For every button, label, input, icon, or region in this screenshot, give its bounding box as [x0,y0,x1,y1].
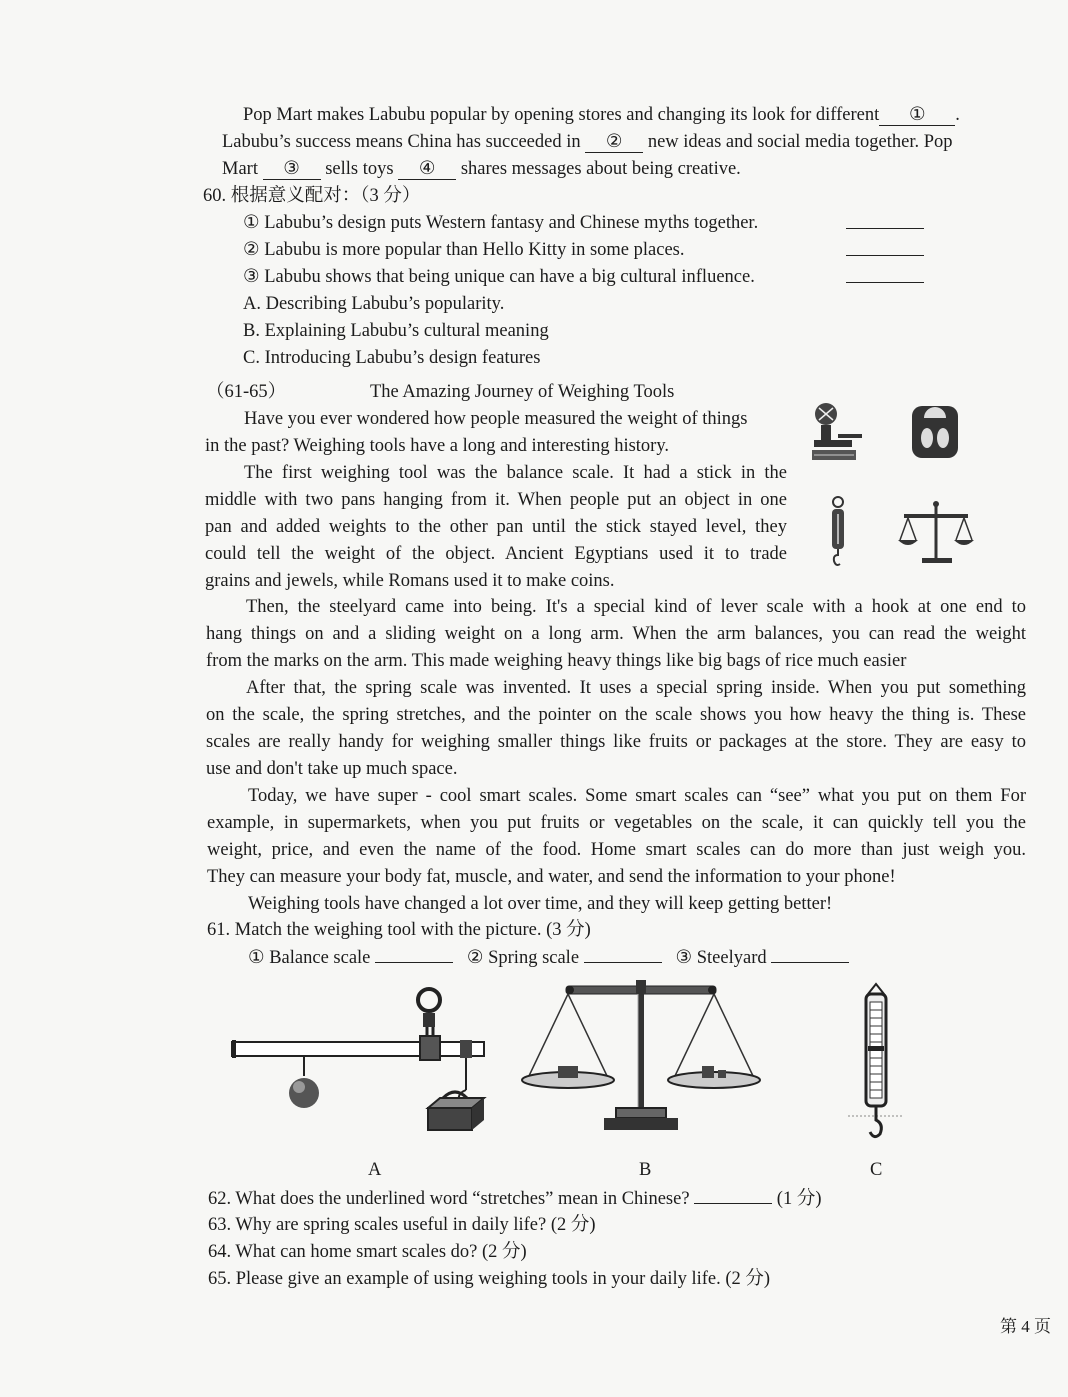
summary-line-2: Labubu’s success means China has succeeded in ② new ideas and social media together. Pop [222,132,953,152]
q60-answer-line-2[interactable] [846,239,924,262]
passage-p5-line-4: They can measure your body fat, muscle, and water, and send the information to your phone! [207,867,896,887]
passage-p5-line-1: Today, we have super - cool smart scales. Some smart scales can “see” what you put on them For [248,786,1026,806]
q65: 65. Please give an example of using weighing tools in your daily life. (2 分) [208,1269,771,1289]
figure-label-b: B [639,1160,652,1180]
q60-title: 60. 根据意义配对：（3 分） [203,186,421,206]
q60-option-b: B. Explaining Labubu’s cultural meaning [243,321,549,341]
spring-scale-picture [848,980,904,1142]
q60-option-a: A. Describing Labubu’s popularity. [243,294,505,314]
q60-item-2: ② Labubu is more popular than Hello Kitty in some places. [243,240,685,260]
q63: 63. Why are spring scales useful in daily life? (2 分) [208,1215,596,1235]
q60-item-3: ③ Labubu shows that being unique can have a big cultural influence. [243,267,755,287]
q61-options: ① Balance scale ② Spring scale ③ Steelyard [248,946,849,969]
q61-title: 61. Match the weighing tool with the picture. (3 分) [207,920,591,940]
passage-p3-line-2: hang things on and a sliding weight on a long arm. When the arm balances, you can read the weight [206,624,1026,644]
balance-scale-picture [520,980,770,1140]
passage-p2-line-4: could tell the weight of the object. Ancient Egyptians used it to trade [205,544,787,564]
blank-2: ② [585,132,643,153]
passage-p3-line-3: from the marks on the arm. This made weighing heavy things like big bags of rice much easier [206,651,907,671]
passage-p2-line-2: middle with two pans hanging from it. When people put an object in one [205,490,787,510]
blank-1: ① [879,105,955,126]
q64: 64. What can home smart scales do? (2 分) [208,1242,527,1262]
steelyard-picture [228,980,496,1140]
figure-label-c: C [870,1160,883,1180]
hanging-spring-scale-icon [826,496,850,570]
figure-label-a: A [368,1160,382,1180]
passage-p2-line-3: pan and added weights to the other pan until the stick stayed level, they [205,517,787,537]
passage-p2-line-1: The first weighing tool was the balance scale. It had a stick in the [244,463,787,483]
q62-blank[interactable] [694,1187,772,1204]
balance-scale-icon [898,500,976,568]
bathroom-scale-icon [910,404,960,460]
smart-scale-icon [808,400,866,466]
passage-p1-line-1: Have you ever wondered how people measured the weight of things [244,409,748,429]
q60-item-1: ① Labubu’s design puts Western fantasy and Chinese myths together. [243,213,759,233]
q61-blank-a[interactable] [375,946,453,963]
passage-p5-line-3: weight, price, and even the name of the food. Home smart scales can do more than just weigh you. [207,840,1026,860]
passage-p1-line-2: in the past? Weighing tools have a long and interesting history. [205,436,670,456]
passage-title: The Amazing Journey of Weighing Tools [370,382,675,402]
q61-blank-b[interactable] [584,946,662,963]
q61-blank-c[interactable] [771,946,849,963]
blank-3: ③ [263,159,321,180]
q60-answer-line-1[interactable] [846,212,924,235]
passage-p4-line-2: on the scale, the spring stretches, and the pointer on the scale shows you how heavy the thing is. These [206,705,1026,725]
passage-p4-line-4: use and don't take up much space. [206,759,458,779]
blank-4: ④ [398,159,456,180]
q60-answer-line-3[interactable] [846,266,924,289]
summary-line-3: Mart ③ sells toys ④ shares messages about being creative. [222,159,741,179]
passage-range: （61-65） [206,382,287,402]
passage-p3-line-1: Then, the steelyard came into being. It's a special kind of lever scale with a hook at one end to [246,597,1026,617]
passage-p4-line-3: scales are really handy for weighing smaller things like fruits or packages at the store. They are easy to [206,732,1026,752]
q60-option-c: C. Introducing Labubu’s design features [243,348,541,368]
passage-p4-line-1: After that, the spring scale was invented. It uses a special spring inside. When you put something [246,678,1026,698]
passage-p6: Weighing tools have changed a lot over time, and they will keep getting better! [248,894,833,914]
passage-p2-line-5: grains and jewels, while Romans used it to make coins. [205,571,615,591]
q62: 62. What does the underlined word “stretches” mean in Chinese? (1 分) [208,1189,822,1209]
summary-line-1: Pop Mart makes Labubu popular by opening stores and changing its look for different ① . [243,105,960,125]
page-number: 第 4 页 [1000,1317,1051,1336]
passage-p5-line-2: example, in supermarkets, when you put fruits or vegetables on the scale, it can quickly tell you the [207,813,1026,833]
